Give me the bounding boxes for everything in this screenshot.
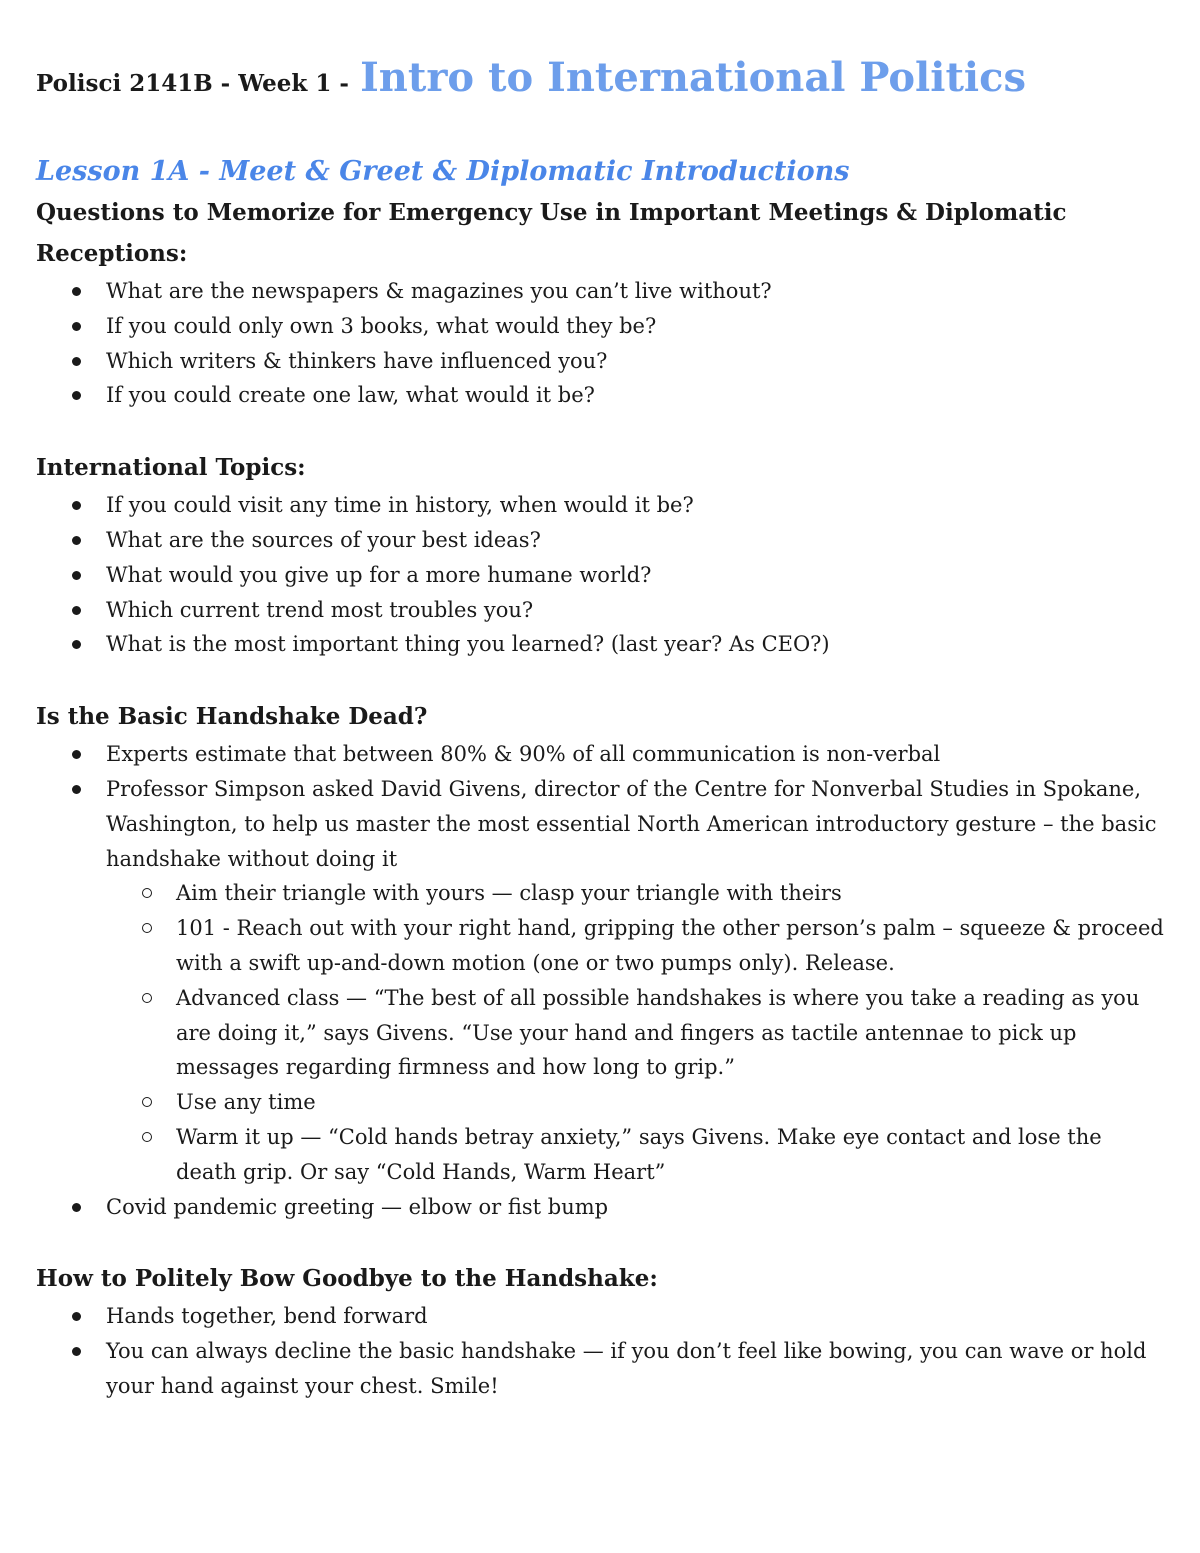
handshake-sublist-wrapper <box>36 876 1166 1189</box>
sub-list-item-text: Warm it up — “Cold hands betray anxiety,” says Givens. Make eye contact and lose the death grip. Or say “Cold Hands, Warm Heart” <box>176 1124 1102 1184</box>
bullet-icon <box>72 501 81 510</box>
section-heading-handshake: Is the Basic Handshake Dead? <box>36 703 428 731</box>
list-item-text: If you could only own 3 books, what would they be? <box>106 313 657 338</box>
list-item <box>36 593 1166 628</box>
bullet-icon <box>72 571 81 580</box>
sub-list-item <box>106 911 1166 981</box>
course-code-label: Polisci 2141B - Week 1 - <box>36 70 349 97</box>
list-item <box>36 309 1166 344</box>
sub-list-item <box>106 1120 1166 1190</box>
bullet-icon <box>72 357 81 366</box>
circle-bullet-icon <box>142 1132 152 1142</box>
list-item-text: What would you give up for a more humane world? <box>106 562 652 587</box>
list-item-text: Which current trend most troubles you? <box>106 597 534 622</box>
list-item <box>36 344 1166 379</box>
list-item-text: Hands together, bend forward <box>106 1304 428 1329</box>
handshake-list <box>36 737 1166 876</box>
bullet-icon <box>72 391 81 400</box>
bullet-icon <box>72 750 81 759</box>
sub-list-item-text: Use any time <box>176 1090 316 1115</box>
list-item <box>36 772 1166 876</box>
circle-bullet-icon <box>142 993 152 1003</box>
list-item <box>36 274 1166 309</box>
list-item-text: If you could create one law, what would it be? <box>106 383 595 408</box>
bullet-icon <box>72 287 81 296</box>
lesson-heading: Lesson 1A - Meet & Greet & Diplomatic Introductions <box>36 156 850 187</box>
list-item-text: If you could visit any time in history, when would it be? <box>106 493 694 518</box>
list-item <box>36 488 1166 523</box>
list-item-text: Covid pandemic greeting — elbow or fist bump <box>106 1194 609 1219</box>
list-item <box>36 558 1166 593</box>
sub-list-item <box>106 981 1166 1085</box>
list-item <box>36 1334 1166 1404</box>
list-item <box>36 1299 1166 1334</box>
document-page <box>36 48 1166 1404</box>
page-title <box>36 48 1166 114</box>
sub-list-item-text: Aim their triangle with yours — clasp your triangle with theirs <box>176 881 842 906</box>
bullet-icon <box>72 1312 81 1321</box>
bullet-icon <box>72 1347 81 1356</box>
sub-list-item <box>106 876 1166 911</box>
bullet-icon <box>72 1203 81 1212</box>
bullet-icon <box>72 322 81 331</box>
course-title: Intro to International Politics <box>360 54 1026 101</box>
bow-list <box>36 1299 1166 1403</box>
circle-bullet-icon <box>142 923 152 933</box>
handshake-list-continued <box>36 1190 1166 1225</box>
sub-list-item <box>106 1085 1166 1120</box>
list-item <box>36 523 1166 558</box>
list-item <box>36 1190 1166 1225</box>
section-heading-bow: How to Politely Bow Goodbye to the Handshake: <box>36 1265 658 1293</box>
sub-list-item-text: 101 - Reach out with your right hand, gripping the other person’s palm – squeeze & proceed with a swift up-and-down motion (one or two pumps only). Release. <box>176 916 1164 975</box>
bullet-icon <box>72 536 81 545</box>
section-heading-international: International Topics: <box>36 454 306 482</box>
handshake-sublist <box>106 876 1166 1189</box>
international-topics-list <box>36 488 1166 662</box>
circle-bullet-icon <box>142 1097 152 1107</box>
list-item-text: Professor Simpson asked David Givens, director of the Centre for Nonverbal Studies in Spokane, Washington, to help us master the most essential North American introductory gesture – the basic handshake without doing it <box>106 776 1157 871</box>
list-item-text: What are the newspapers & magazines you can’t live without? <box>106 279 772 303</box>
circle-bullet-icon <box>142 888 152 898</box>
list-item-text: You can always decline the basic handshake — if you don’t feel like bowing, you can wave or hold your hand against your chest. Smile! <box>106 1339 1147 1398</box>
questions-list <box>36 274 1166 413</box>
list-item <box>36 737 1166 772</box>
list-item-text: What are the sources of your best ideas? <box>106 527 541 552</box>
bullet-icon <box>72 785 81 794</box>
list-item-text: What is the most important thing you learned? (last year? As CEO?) <box>106 632 830 657</box>
section-heading-questions: Questions to Memorize for Emergency Use in Important Meetings & Diplomatic Receptions: <box>36 199 1067 267</box>
list-item-text: Which writers & thinkers have influenced you? <box>106 348 608 373</box>
list-item-text: Experts estimate that between 80% & 90% of all communication is non-verbal <box>106 742 941 767</box>
bullet-icon <box>72 606 81 615</box>
list-item <box>36 378 1166 413</box>
sub-list-item-text: Advanced class — “The best of all possible handshakes is where you take a reading as you are doing it,” says Givens. “Use your hand and fingers as tactile antennae to pick up messages regarding firmness and how long to grip.” <box>176 985 1140 1080</box>
list-item <box>36 627 1166 662</box>
bullet-icon <box>72 640 81 649</box>
